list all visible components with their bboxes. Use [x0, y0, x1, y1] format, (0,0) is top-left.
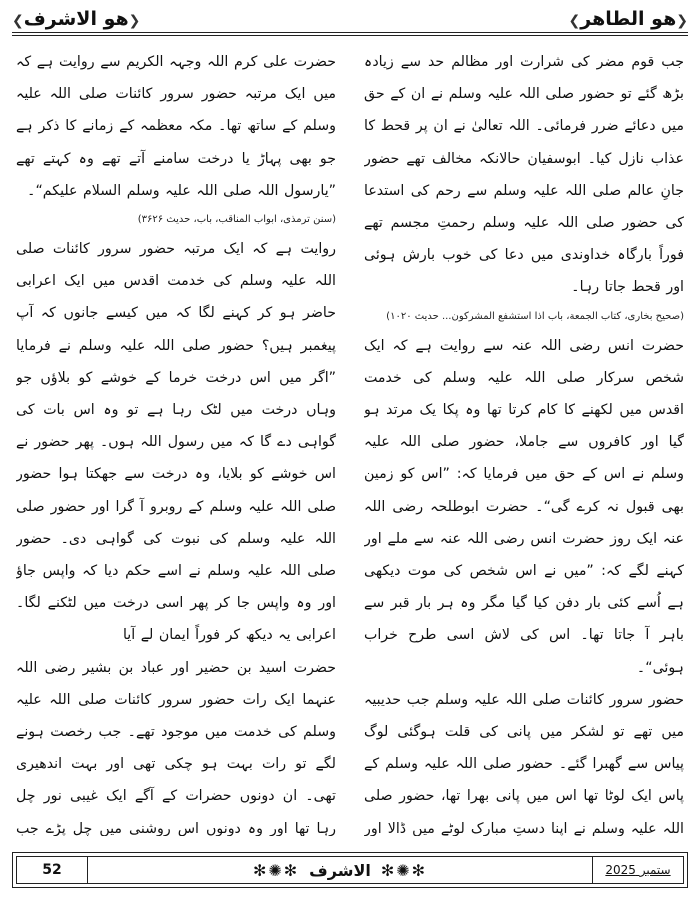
ornament-icon: ❮	[128, 13, 141, 29]
paragraph: جب قوم مضر کی شرارت اور مظالم حد سے زیادہ بڑھ گئے تو حضور صلی اللہ علیہ وسلم نے ان کے حق میں دعائے ضرر فرمائی۔ اللہ تعالیٰ نے ان پر قحط کا عذاب نازل کیا۔ ابوسفیان حالانکہ مخالف تھے حضور جانِ عالم صلی اللہ علیہ وسلم سے رحم کی استدعا کی حضور صلی اللہ علیہ وسلم رحمتِ مجسم تھے فوراً بارگاہ خداوندی میں دعا کی خوب بارش ہوئی اور قحط جاتا رہا۔	[364, 54, 684, 296]
page-footer	[12, 852, 688, 888]
header-divider	[12, 32, 688, 33]
header-divider-thin	[12, 35, 688, 36]
header-title-left	[12, 8, 140, 30]
ornament-icon: ❯	[12, 13, 24, 29]
magazine-name: الاشرف	[309, 860, 371, 880]
header-left-text: هو الاشرف	[23, 8, 129, 30]
ornament-star-icon: ✻✺✻	[252, 860, 300, 880]
page-header	[12, 8, 688, 38]
left-column	[16, 46, 336, 836]
header-title-right	[569, 8, 688, 30]
right-column	[364, 46, 684, 836]
page-number: 52	[17, 857, 88, 883]
paragraph: روایت ہے کہ ایک مرتبہ حضور سرور کائنات صلی اللہ علیہ وسلم کی خدمت اقدس میں ایک اعرابی حاضر ہو کر کہنے لگا کہ میں کیسے جانوں کہ آپ پیغمبر ہیں؟ حضور صلی اللہ علیہ وسلم نے فرمایا ”اگر میں اس درخت خرما کے خوشے کو بلاؤں جو وہاں درخت میں لٹک رہا ہے تو وہ اس بات کی گواہی دے گا کہ میں رسول اللہ ہوں۔ پھر حضور نے اس خوشے کو بلایا، وہ درخت سے جھکتا ہوا حضور صلی اللہ علیہ وسلم کے روبرو آ گرا اور حضور صلی اللہ علیہ وسلم کی نبوت کی گواہی دی۔ حضور صلی اللہ علیہ وسلم نے اسے حکم دیا کہ واپس جاؤ اور وہ واپس جا کر پھر اسی درخت میں لٹکنے لگا۔ اعرابی یہ دیکھ کر فوراً ایمان لے آیا	[16, 241, 336, 644]
ornament-star-icon: ✻✺✻	[380, 860, 428, 880]
ornament-icon: ❯	[568, 13, 581, 29]
issue-month: ستمبر 2025	[592, 857, 683, 883]
paragraph: حضور سرور کائنات صلی اللہ علیہ وسلم جب حدیبیہ میں تھے تو لشکر میں پانی کی قلت ہوگئی لوگ پیاس سے گھبرا گئے۔ حضور صلی اللہ علیہ وسلم کے پاس ایک لوٹا تھا اس میں پانی بھرا تھا، حضور صلی اللہ علیہ وسلم نے اپنا دستِ مبارک لوٹے میں ڈالا اور	[364, 691, 684, 836]
footer-magazine-band	[88, 861, 592, 880]
header-right-text: هو الطاهر	[580, 8, 677, 30]
ornament-icon: ❮	[676, 13, 688, 29]
paragraph: حضرت علی کرم اللہ وجہہ الکریم سے روایت ہے کہ میں ایک مرتبہ حضور سرور کائنات صلی اللہ علیہ وسلم کے ساتھ تھا۔ مکہ معظمہ کے زمانے کا ذکر ہے جو بھی پہاڑ یا درخت سامنے آتے تھے وہ کہتے تھے ”یارسول اللہ صلی اللہ علیہ وسلم السلام علیکم“۔	[16, 54, 336, 199]
paragraph: حضرت انس رضی اللہ عنہ سے روایت ہے کہ ایک شخص سرکار صلی اللہ علیہ وسلم کی خدمت اقدس میں لکھنے کا کام کرتا تھا وہ پکا یک مرتد ہو گیا اور کافروں سے جاملا، حضور صلی اللہ علیہ وسلم نے اس کے حق میں فرمایا کہ: ”اس کو زمین بھی قبول نہ کرے گی“۔ حضرت ابوطلحہ رضی اللہ عنہ ایک روز حضرت انس رضی اللہ عنہ سے ملے اور کہنے لگے کہ: ”میں نے اس شخص کی موت دیکھی ہے اُسے کئی بار دفن کیا گیا مگر وہ ہر بار قبر سے باہر آ جاتا تھا۔ اس کی لاش اسی طرح خراب ہوئی“۔	[364, 337, 684, 676]
footer-frame	[16, 856, 684, 884]
paragraph: حضرت اسید بن حضیر اور عباد بن بشیر رضی اللہ عنہما ایک رات حضور سرور کائنات صلی اللہ علیہ وسلم کی خدمت میں موجود تھے۔ جب رخصت ہونے لگے تو رات بہت ہو چکی تھی اور بہت اندھیری تھی۔ ان دونوں حضرات کے آگے ایک غیبی نور چل رہا تھا اور وہ دونوں اس روشنی میں چل پڑے جب	[16, 659, 336, 836]
reference-citation: (صحیح بخاری، کتاب الجمعة، باب اذا استشفع المشرکون... حدیث ۱۰۲۰)	[386, 310, 684, 322]
reference-citation: (سنن ترمذی، ابواب المناقب، باب، حدیث ۳۶۲۶)	[137, 214, 336, 226]
